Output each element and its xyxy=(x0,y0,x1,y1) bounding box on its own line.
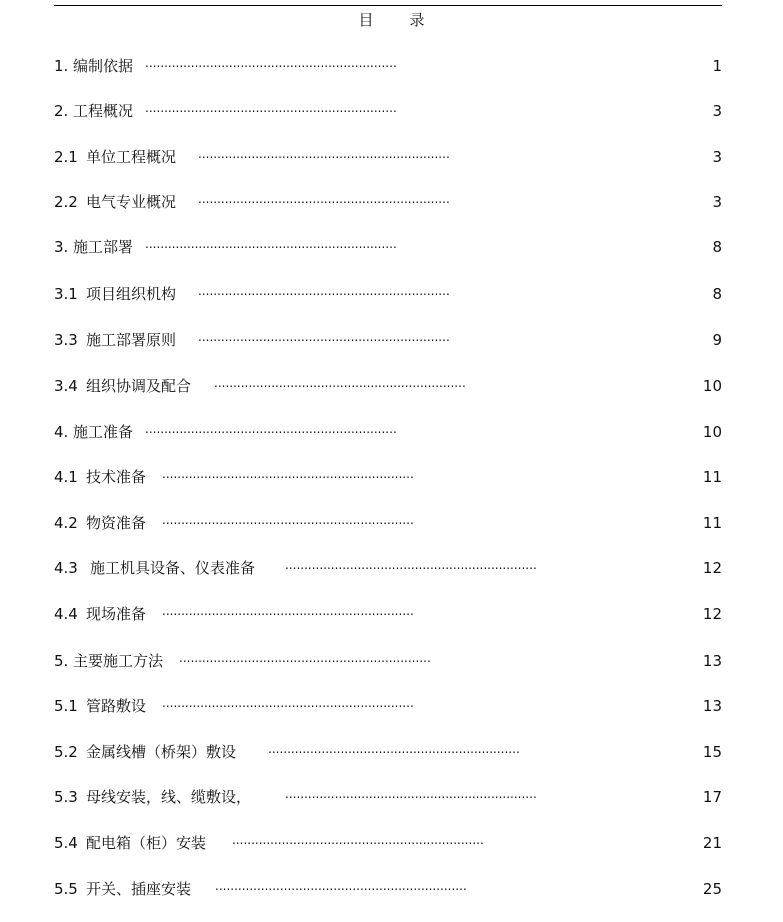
toc-entry-leader-dots: .................................................................. xyxy=(162,604,414,618)
toc-entry-title: 施工部署 xyxy=(73,238,134,256)
toc-entry-number: 3.1 xyxy=(54,285,78,303)
toc-entry-page-number: 15 xyxy=(702,743,722,761)
toc-entry-page-number: 8 xyxy=(712,238,722,256)
toc-entry-leader-dots: .................................................................. xyxy=(198,192,450,206)
toc-title-right: 录 xyxy=(409,11,425,29)
toc-entry-leader-dots: .................................................................. xyxy=(145,56,397,70)
toc-entry-title: 技术准备 xyxy=(86,468,147,486)
toc-entry-page-number: 11 xyxy=(702,468,722,486)
toc-entry-number: 5.3 xyxy=(54,788,78,806)
toc-entry-leader-dots: .................................................................. xyxy=(162,696,414,710)
toc-entry-number: 5.1 xyxy=(54,697,78,715)
toc-entry-leader-dots: .................................................................. xyxy=(268,742,520,756)
toc-entry-number: 4. xyxy=(54,423,69,441)
toc-entry-page-number: 13 xyxy=(702,697,722,715)
toc-entry-number: 4.3 xyxy=(54,559,78,577)
toc-entry-page-number: 8 xyxy=(712,285,722,303)
toc-entry-number: 5. xyxy=(54,652,69,670)
toc-entry-number: 5.2 xyxy=(54,743,78,761)
toc-entry-title: 施工部署原则 xyxy=(86,331,177,349)
toc-entry-page-number: 10 xyxy=(702,377,722,395)
toc-entry-number: 1. xyxy=(54,57,69,75)
toc-entry-title: 施工准备 xyxy=(73,423,134,441)
toc-entry-leader-dots: .................................................................. xyxy=(285,787,537,801)
toc-entry-title: 编制依据 xyxy=(73,57,134,75)
toc-entry-title: 工程概况 xyxy=(73,102,134,120)
toc-entry-leader-dots: .................................................................. xyxy=(198,330,450,344)
toc-entry-number: 2.1 xyxy=(54,148,78,166)
toc-entry-title: 现场准备 xyxy=(86,605,147,623)
toc-entry-leader-dots: .................................................................. xyxy=(145,101,397,115)
toc-entry-title: 施工机具设备、仪表准备 xyxy=(90,559,256,577)
toc-entry-title: 管路敷设 xyxy=(86,697,147,715)
toc-entry-leader-dots: .................................................................. xyxy=(162,467,414,481)
toc-entry-number: 5.4 xyxy=(54,834,78,852)
toc-entry-page-number: 3 xyxy=(712,102,722,120)
toc-entry-number: 2.2 xyxy=(54,193,78,211)
toc-entry-title: 金属线槽（桥架）敷设 xyxy=(86,743,237,761)
toc-entry-title: 项目组织机构 xyxy=(86,285,177,303)
toc-entry-page-number: 13 xyxy=(702,652,722,670)
toc-entry-leader-dots: .................................................................. xyxy=(145,422,397,436)
toc-entry-number: 3. xyxy=(54,238,69,256)
toc-entry-leader-dots: .................................................................. xyxy=(215,879,467,893)
toc-entry-number: 2. xyxy=(54,102,69,120)
toc-entry-leader-dots: .................................................................. xyxy=(145,237,397,251)
toc-entry-page-number: 17 xyxy=(702,788,722,806)
toc-entry-number: 4.1 xyxy=(54,468,78,486)
toc-entry-number: 4.2 xyxy=(54,514,78,532)
toc-entry-page-number: 12 xyxy=(702,559,722,577)
toc-entry-number: 3.4 xyxy=(54,377,78,395)
toc-entry-page-number: 1 xyxy=(712,57,722,75)
toc-entry-page-number: 11 xyxy=(702,514,722,532)
toc-entry-page-number: 3 xyxy=(712,148,722,166)
toc-entry-leader-dots: .................................................................. xyxy=(198,284,450,298)
toc-entry-number: 3.3 xyxy=(54,331,78,349)
top-rule xyxy=(54,5,722,6)
toc-entry-leader-dots: .................................................................. xyxy=(162,513,414,527)
toc-entry-title: 组织协调及配合 xyxy=(86,377,192,395)
toc-entry-leader-dots: .................................................................. xyxy=(179,651,431,665)
toc-entry-page-number: 25 xyxy=(702,880,722,898)
toc-entry-title: 开关、插座安装 xyxy=(86,880,192,898)
toc-entry-page-number: 12 xyxy=(702,605,722,623)
toc-entry-title: 电气专业概况 xyxy=(86,193,177,211)
toc-entry-leader-dots: .................................................................. xyxy=(232,833,484,847)
toc-entry-title: 配电箱（柜）安装 xyxy=(86,834,207,852)
toc-entry-page-number: 21 xyxy=(702,834,722,852)
toc-title-left: 目 xyxy=(358,11,374,29)
toc-entry-title: 主要施工方法 xyxy=(73,652,164,670)
toc-entry-leader-dots: .................................................................. xyxy=(198,147,450,161)
toc-entry-title: 物资准备 xyxy=(86,514,147,532)
toc-entry-title: 母线安装，线、缆敷设， xyxy=(86,788,252,806)
toc-entry-page-number: 3 xyxy=(712,193,722,211)
toc-entry-page-number: 10 xyxy=(702,423,722,441)
toc-entry-leader-dots: .................................................................. xyxy=(214,376,466,390)
toc-entry-page-number: 9 xyxy=(712,331,722,349)
toc-entry-number: 4.4 xyxy=(54,605,78,623)
toc-entry-leader-dots: .................................................................. xyxy=(285,558,537,572)
toc-entry-title: 单位工程概况 xyxy=(86,148,177,166)
toc-entry-number: 5.5 xyxy=(54,880,78,898)
toc-title xyxy=(0,9,783,30)
